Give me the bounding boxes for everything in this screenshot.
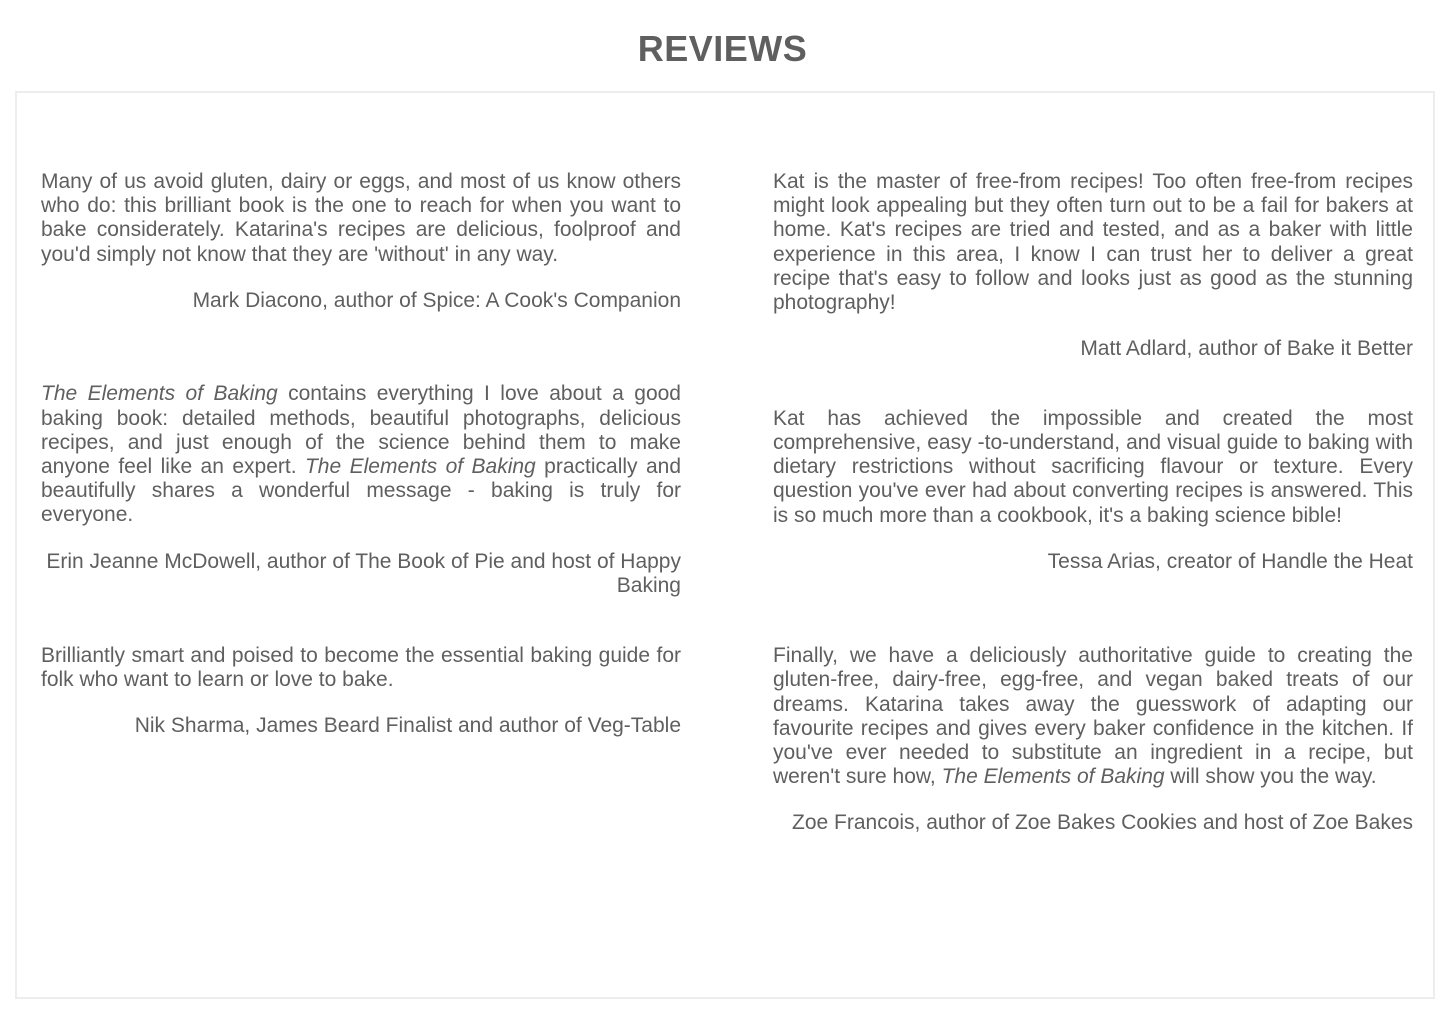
quote-text: Finally, we have a deliciously authoritative guide to creating the gluten-free, dairy-free, egg-free, and vegan baked treats of our dreams. Katarina takes away the guesswork of adapting our favourite recipes and gives every baker confidence in the kitchen. If you've ever needed to substitute an ingredient in a recipe, but weren't sure how, (773, 644, 1413, 789)
reviews-panel (15, 91, 1435, 999)
review-quote: Kat is the master of free-from recipes! Too often free-from recipes might look appealing but they often turn out to be a fail for bakers at home. Kat's recipes are tried and tested, and as a baker with little experience in this area, I know I can trust her to deliver a great recipe that's easy to follow and looks just as good as the stunning photography! (773, 170, 1413, 315)
page-title: REVIEWS (637, 28, 808, 69)
review-attribution: Zoe Francois, author of Zoe Bakes Cookies and host of Zoe Bakes (792, 811, 1413, 835)
review-quote: Kat has achieved the impossible and created the most comprehensive, easy -to-understand, and visual guide to baking with dietary restrictions without sacrificing flavour or texture. Every question you've ever had about converting recipes is answered. This is so much more than a cookbook, it's a baking science bible! (773, 406, 1413, 527)
book-title: The Elements of Baking (304, 454, 536, 478)
review-card (41, 644, 681, 739)
review-attribution: Mark Diacono, author of Spice: A Cook's Companion (192, 288, 681, 312)
review-quote: Brilliantly smart and poised to become the essential baking guide for folk who want to learn or love to bake. (41, 643, 681, 691)
review-card (773, 170, 1413, 362)
reviews-column-left (41, 170, 681, 738)
review-card (773, 644, 1413, 836)
review-card (41, 170, 681, 313)
review-card (41, 382, 681, 598)
quote-text: contains everything I love about a good baking book: detailed methods, beautiful photographs, delicious recipes, and just enough of the science behind them to make anyone feel like an expert. (41, 382, 681, 478)
review-attribution: Nik Sharma, James Beard Finalist and author of Veg-Table (134, 713, 681, 737)
book-title: The Elements of Baking (41, 382, 278, 406)
review-card (773, 407, 1413, 575)
review-quote (773, 644, 1413, 789)
review-attribution: Erin Jeanne McDowell, author of The Book of Pie and host of Happy Baking (46, 549, 681, 598)
review-attribution: Matt Adlard, author of Bake it Better (1080, 337, 1413, 361)
book-title: The Elements of Baking (941, 765, 1165, 789)
reviews-column-right (773, 170, 1413, 836)
quote-text: will show you the way. (1164, 765, 1377, 789)
review-attribution: Tessa Arias, creator of Handle the Heat (1047, 549, 1413, 573)
review-quote: Many of us avoid gluten, dairy or eggs, and most of us know others who do: this brilliant book is the one to reach for when you want to bake considerately. Katarina's recipes are delicious, foolproof and you'd simply not know that they are 'without' in any way. (41, 170, 681, 266)
quote-text: practically and beautifully shares a wonderful message - baking is truly for everyone. (41, 454, 681, 527)
review-quote (41, 382, 681, 527)
